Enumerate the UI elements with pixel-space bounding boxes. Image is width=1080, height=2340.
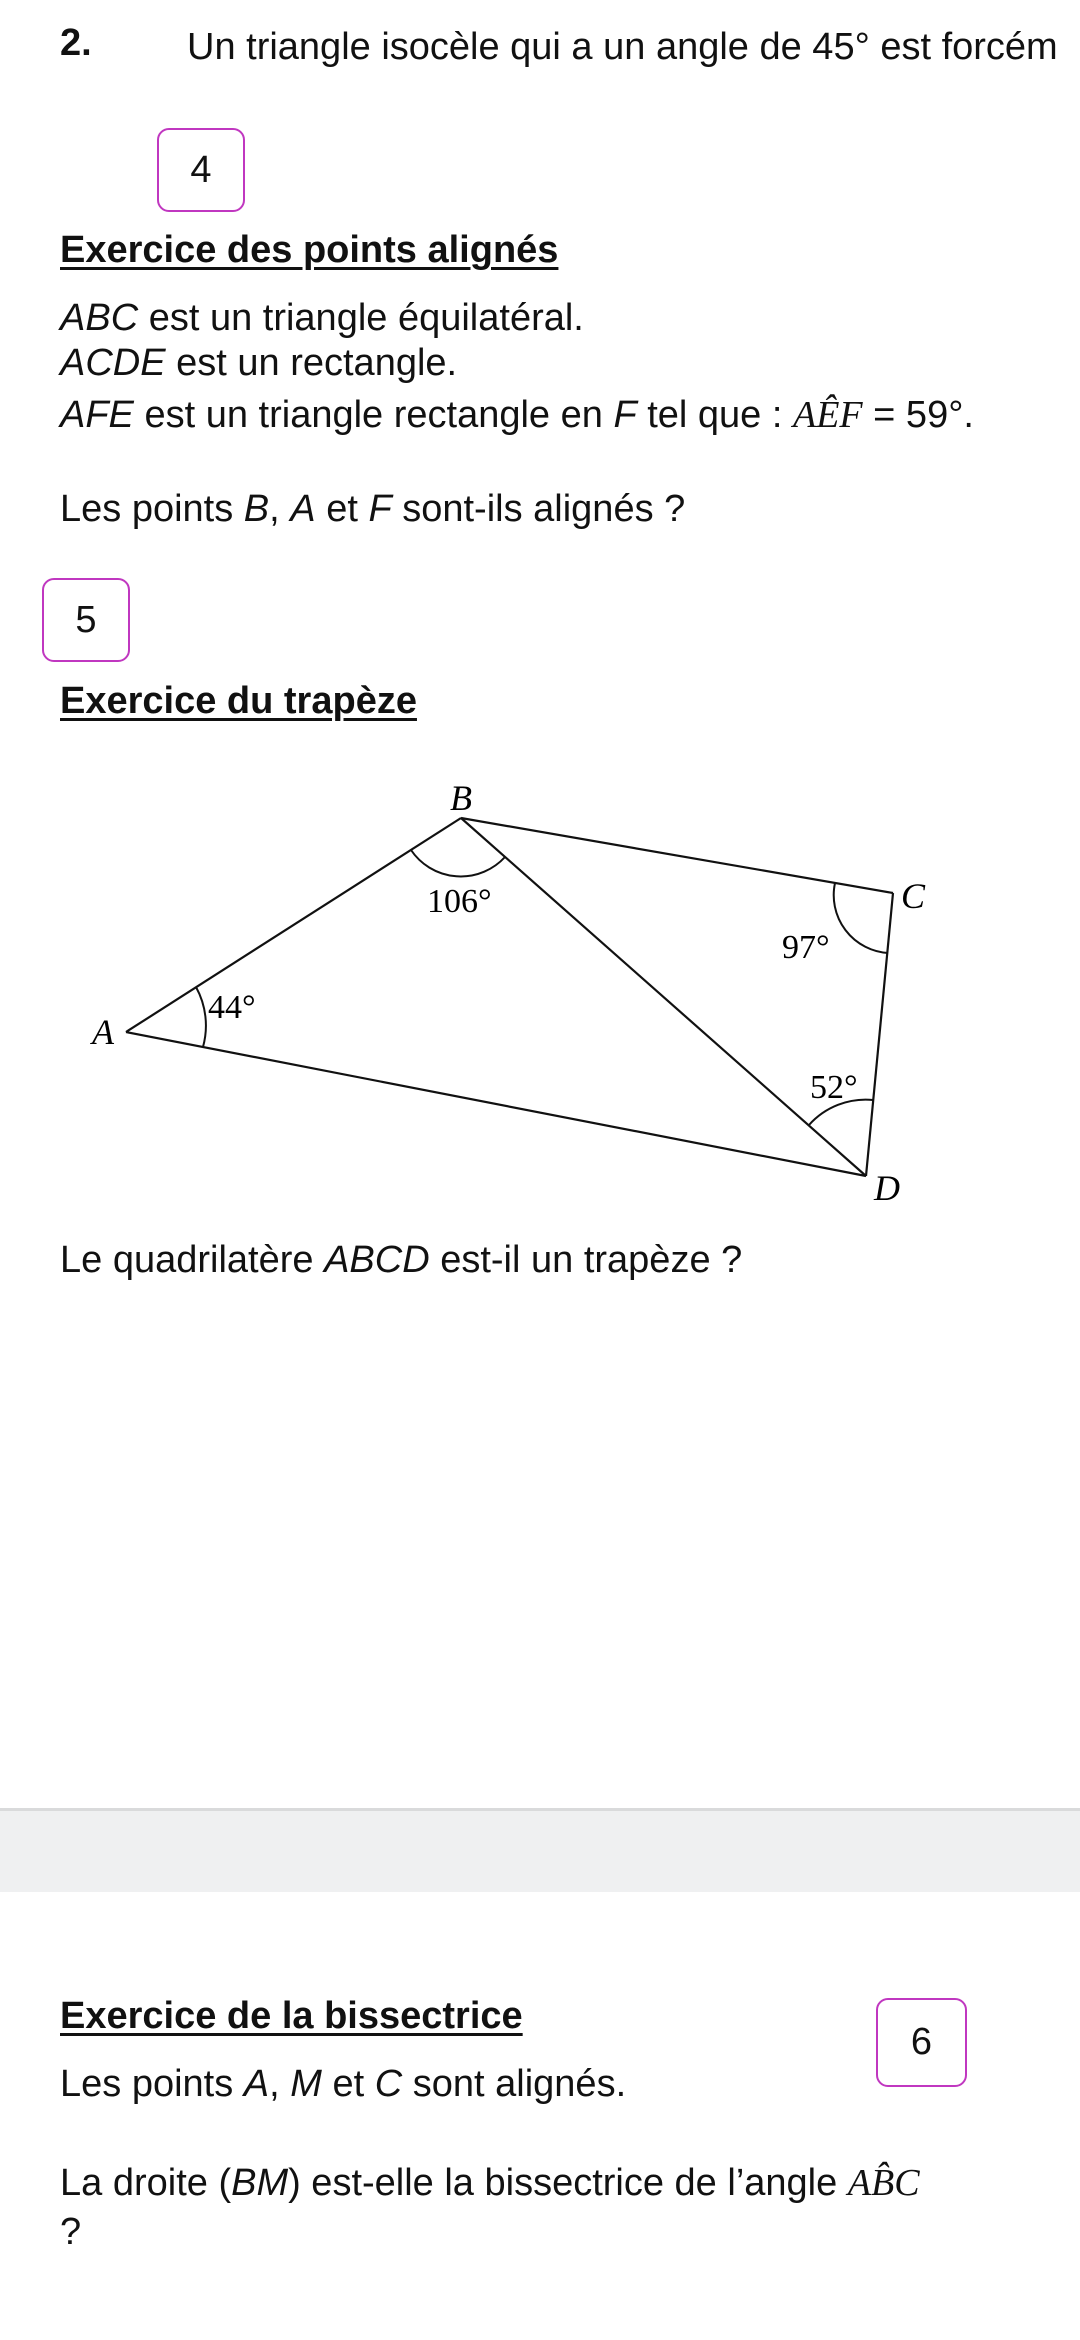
exercise6-question-end: ? bbox=[60, 2211, 82, 2253]
triangle-name: ABC bbox=[60, 297, 139, 339]
exercise5-question bbox=[60, 1238, 742, 1283]
line-text: sont alignés. bbox=[402, 2063, 627, 2105]
exercise4-line-1 bbox=[60, 296, 584, 341]
exercise6-question bbox=[60, 2161, 920, 2206]
rectangle-name: ACDE bbox=[60, 342, 166, 384]
angle-value-b: 106° bbox=[427, 883, 492, 920]
point-name: F bbox=[613, 394, 637, 436]
side-da bbox=[126, 1032, 866, 1176]
point-name: B bbox=[243, 488, 270, 530]
angle-arc-b bbox=[411, 850, 505, 876]
point-label-c: C bbox=[901, 876, 926, 916]
exercise-title-trapeze: Exercice du trapèze bbox=[60, 680, 417, 722]
angle-value: = 59°. bbox=[862, 394, 974, 436]
side-ab bbox=[126, 818, 461, 1032]
question-text: Le quadrilatère bbox=[60, 1239, 325, 1281]
angle-arc-c bbox=[834, 883, 888, 953]
exercise-title-points-alignes: Exercice des points alignés bbox=[60, 229, 559, 271]
point-name: A bbox=[243, 2063, 270, 2105]
point-name: F bbox=[368, 488, 392, 530]
exercise4-line-2 bbox=[60, 341, 457, 386]
quadrilateral-name: ABCD bbox=[324, 1239, 430, 1281]
line-text: Les points bbox=[60, 2063, 244, 2105]
angle-notation: AB̂C bbox=[847, 2162, 920, 2204]
angle-value-d: 52° bbox=[810, 1069, 858, 1106]
diagonal-bd bbox=[461, 818, 866, 1176]
line-text: est un triangle rectangle en bbox=[133, 394, 614, 436]
angle-value-c: 97° bbox=[782, 929, 830, 966]
exercise4-question bbox=[60, 487, 685, 532]
question-text: sont-ils alignés ? bbox=[391, 488, 686, 530]
exercise6-line-1 bbox=[60, 2062, 626, 2107]
line-text: est un triangle équilatéral. bbox=[138, 297, 584, 339]
question-text: est-il un trapèze ? bbox=[429, 1239, 743, 1281]
question-text: , bbox=[269, 488, 291, 530]
line-text: est un rectangle. bbox=[165, 342, 458, 384]
page-separator bbox=[0, 1808, 1080, 1892]
angle-value-a: 44° bbox=[208, 989, 256, 1026]
angle-arc-a bbox=[196, 987, 206, 1047]
angle-notation: AÊF bbox=[792, 394, 863, 436]
point-label-b: B bbox=[450, 778, 472, 818]
point-name: C bbox=[374, 2063, 403, 2105]
line-text: , bbox=[269, 2063, 291, 2105]
exercise-number-box-4: 4 bbox=[157, 128, 245, 212]
question-text: ) est-elle la bissectrice de l’angle bbox=[288, 2162, 848, 2204]
exercise-number-box-5: 5 bbox=[42, 578, 130, 662]
triangle-name: AFE bbox=[60, 394, 134, 436]
line-text: tel que : bbox=[636, 394, 793, 436]
point-label-d: D bbox=[874, 1168, 900, 1208]
question-text: et bbox=[315, 488, 369, 530]
question-text: Un triangle isocèle qui a un angle de 45° est forcém bbox=[187, 26, 1058, 68]
line-name: BM bbox=[231, 2162, 289, 2204]
point-name: M bbox=[290, 2063, 322, 2105]
line-text: et bbox=[321, 2063, 375, 2105]
trapezoid-figure bbox=[0, 760, 1080, 1220]
side-bc bbox=[461, 818, 893, 893]
exercise-title-bissectrice: Exercice de la bissectrice bbox=[60, 1995, 523, 2037]
question-text: La droite ( bbox=[60, 2162, 232, 2204]
side-cd bbox=[866, 893, 893, 1176]
point-label-a: A bbox=[92, 1012, 114, 1052]
question-text: Les points bbox=[60, 488, 244, 530]
point-name: A bbox=[290, 488, 316, 530]
exercise-number-box-6: 6 bbox=[876, 1998, 967, 2087]
exercise4-line-3 bbox=[60, 393, 974, 438]
question-number: 2. bbox=[60, 22, 92, 64]
